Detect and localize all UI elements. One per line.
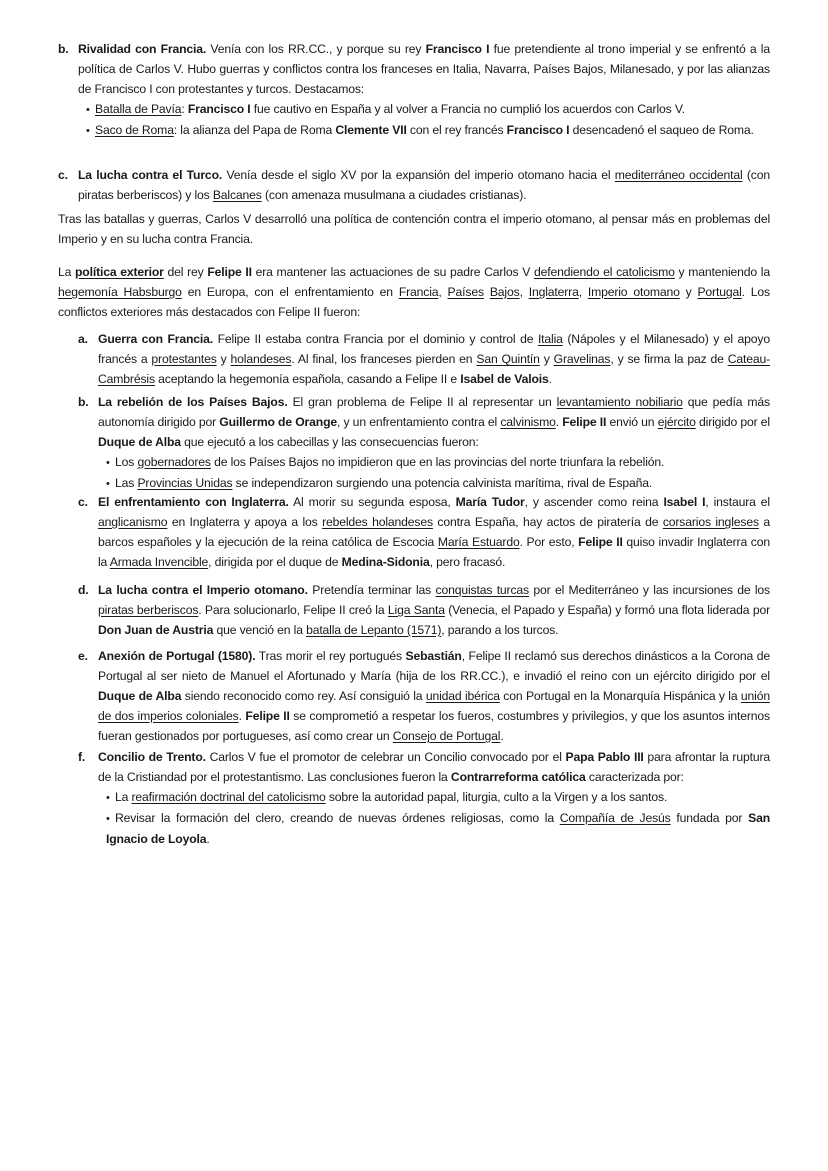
- text-run: fundada por: [670, 811, 749, 825]
- text-run: (con amenaza musulmana a ciudades cristianas).: [261, 188, 527, 202]
- item-text: [98, 747, 770, 787]
- item-text: [98, 492, 770, 572]
- text-run: La: [58, 265, 76, 279]
- bold-text: Anexión de Portugal (1580).: [98, 649, 256, 663]
- felipe-ii-item-f: [78, 747, 770, 849]
- underlined-term: Consejo de Portugal: [392, 729, 501, 743]
- bold-text: Concilio de Trento.: [98, 750, 206, 764]
- text-run: ,: [519, 285, 529, 299]
- underlined-term: batalla de Lepanto (1571): [306, 623, 442, 637]
- underlined-term: Gravelinas: [553, 352, 611, 366]
- felipe-ii-item-d: [78, 580, 770, 640]
- underlined-term: piratas berberiscos: [98, 603, 199, 617]
- item-text: [98, 580, 770, 640]
- text-run: Al morir su segunda esposa,: [288, 495, 456, 509]
- underlined-term: Saco de Roma: [95, 123, 174, 137]
- felipe-ii-item-c: [78, 492, 770, 572]
- underlined-term: conquistas turcas: [435, 583, 529, 597]
- text-run: : la alianza del Papa de Roma: [173, 123, 336, 137]
- text-run: , dirigida por el duque de: [208, 555, 342, 569]
- text-run: ,: [578, 285, 588, 299]
- bold-text: Medina-Sidonia: [341, 555, 430, 569]
- bold-text: Contrarreforma católica: [450, 770, 586, 784]
- underlined-term: Italia: [537, 332, 563, 346]
- text-run: para afrontar la ruptura de la Cristiandad por el protestantismo. Las conclusiones fueron la: [98, 750, 770, 784]
- text-run: Felipe II estaba contra Francia por el dominio y control de: [213, 332, 538, 346]
- underlined-term: mediterráneo occidental: [614, 168, 743, 182]
- text-run: y: [679, 285, 698, 299]
- text-run: Los: [115, 455, 138, 469]
- text-run: se comprometió a respetar los fueros, costumbres y privilegios, y que los asuntos internos fueran gestionados por portugueses, así como crear un: [98, 709, 770, 743]
- text-run: .: [548, 372, 552, 386]
- bullet-item: [106, 787, 770, 808]
- bold-text: La lucha contra el Turco.: [78, 168, 223, 182]
- text-run: ,: [438, 285, 448, 299]
- text-run: era mantener las actuaciones de su padre Carlos V: [251, 265, 534, 279]
- text-run: sobre la autoridad papal, liturgia, culto a la Virgen y a los santos.: [325, 790, 668, 804]
- underlined-term: hegemonía Habsburgo: [58, 285, 182, 299]
- underlined-term: levantamiento nobiliario: [556, 395, 683, 409]
- text-run: La: [115, 790, 132, 804]
- text-run: fue pretendiente al trono imperial y se enfrentó a la política de Carlos V. Hubo guerras y conflictos contra los franceses en Italia, Navarra, Países Bajos, Milanesado, y por las alianzas de Francisco I con protestantes y turcos. Destacamos:: [78, 42, 770, 96]
- underlined-term: calvinismo: [500, 415, 556, 429]
- bullet-list: [98, 452, 770, 494]
- underlined-term: ejército: [657, 415, 696, 429]
- text-run: del rey: [163, 265, 208, 279]
- text-run: y: [216, 352, 231, 366]
- bold-text: Don Juan de Austria: [98, 623, 214, 637]
- text-run: (Venecia, el Papado y España) y formó una flota liderada por: [444, 603, 770, 617]
- bold-text: Guerra con Francia.: [98, 332, 214, 346]
- bullet-list: [78, 99, 770, 141]
- text-run: El gran problema de Felipe II al representar un: [287, 395, 557, 409]
- bold-text: Felipe II: [245, 709, 290, 723]
- carlos-v-conclusion: [58, 209, 770, 249]
- item-marker: e.: [78, 649, 88, 663]
- bold-text: María Tudor: [455, 495, 525, 509]
- bullet-item: [106, 452, 770, 473]
- felipe-ii-item-b: [78, 392, 770, 494]
- bullet-icon: •: [106, 457, 110, 469]
- bold-text: Rivalidad con Francia.: [78, 42, 207, 56]
- underlined-term: gobernadores: [137, 455, 211, 469]
- underlined-term: Provincias Unidas: [137, 476, 233, 490]
- bold-text: Duque de Alba: [98, 435, 181, 449]
- text-run: , parando a los turcos.: [441, 623, 559, 637]
- text-run: que venció en la: [213, 623, 307, 637]
- text-run: Las: [115, 476, 138, 490]
- bold-text: Francisco I: [425, 42, 490, 56]
- carlos-v-item-b: [58, 39, 770, 141]
- item-marker: c.: [58, 168, 68, 182]
- underlined-term: Portugal: [697, 285, 742, 299]
- underlined-term: rebeldes holandeses: [322, 515, 433, 529]
- text-run: por el Mediterráneo y las incursiones de los: [528, 583, 770, 597]
- text-run: Venía con los RR.CC., y porque su rey: [206, 42, 426, 56]
- text-run: se independizaron surgiendo una potencia calvinista marítima, rival de España.: [232, 476, 653, 490]
- text-run: :: [181, 102, 188, 116]
- underlined-term: Balcanes: [212, 188, 262, 202]
- underlined-term: unión de dos imperios coloniales: [98, 689, 770, 723]
- text-run: aceptando la hegemonía española, casando a Felipe II e: [154, 372, 461, 386]
- underlined-term: María Estuardo: [437, 535, 520, 549]
- bold-text: Francisco I: [187, 102, 251, 116]
- text-run: y: [539, 352, 554, 366]
- text-run: Carlos V fue el promotor de celebrar un Concilio convocado por el: [205, 750, 566, 764]
- carlos-v-item-c: [58, 165, 770, 205]
- underlined-term: defendiendo el catolicismo: [533, 265, 675, 279]
- underlined-term: San Quintín: [476, 352, 540, 366]
- bold-text: La lucha contra el Imperio otomano.: [98, 583, 308, 597]
- text-run: caracterizada por:: [585, 770, 684, 784]
- item-marker: a.: [78, 332, 88, 346]
- item-text: [78, 39, 770, 99]
- item-marker: b.: [78, 395, 89, 409]
- text-run: de los Países Bajos no impidieron que en las provincias del norte triunfara la rebelión.: [210, 455, 665, 469]
- underlined-term: corsarios ingleses: [662, 515, 759, 529]
- underlined-term: Liga Santa: [387, 603, 445, 617]
- text-run: con Portugal en la Monarquía Hispánica y la: [499, 689, 741, 703]
- underlined-term: Cateau-Cambrésis: [98, 352, 770, 386]
- bold-text: Sebastián: [405, 649, 462, 663]
- text-run: , pero fracasó.: [429, 555, 506, 569]
- bold-text: Papa Pablo III: [565, 750, 644, 764]
- text-run: (Nápoles y el Milanesado) y el apoyo francés a: [98, 332, 770, 366]
- underlined-term: reafirmación doctrinal del catolicismo: [131, 790, 326, 804]
- text-run: , y ascender como reina: [524, 495, 664, 509]
- text-run: Revisar la formación del clero, creando de nuevas órdenes religiosas, como la: [115, 811, 560, 825]
- text-run: quiso invadir Inglaterra con la: [98, 535, 770, 569]
- bullet-icon: •: [106, 813, 110, 825]
- item-marker: b.: [58, 42, 69, 56]
- text-run: con el rey francés: [406, 123, 507, 137]
- item-marker: f.: [78, 750, 86, 764]
- text-run: . Para solucionarlo, Felipe II creó la: [198, 603, 388, 617]
- underlined-term: Batalla de Pavía: [95, 102, 182, 116]
- text-run: a barcos españoles y la ejecución de la reina católica de Escocia: [98, 515, 770, 549]
- bullet-item: [86, 99, 770, 120]
- bold-text: Felipe II: [207, 265, 252, 279]
- underlined-term: Bajos: [489, 285, 520, 299]
- bullet-icon: •: [86, 125, 90, 137]
- underlined-term: Francia: [398, 285, 439, 299]
- text-run: desencadenó el saqueo de Roma.: [569, 123, 754, 137]
- underlined-term: anglicanismo: [98, 515, 168, 529]
- text-run: .: [238, 709, 246, 723]
- text-run: Tras morir el rey portugués: [255, 649, 406, 663]
- text-run: .: [555, 415, 563, 429]
- text-run: siendo reconocido como rey. Así consiguió la: [181, 689, 426, 703]
- item-marker: c.: [78, 495, 88, 509]
- bold-text: Duque de Alba: [98, 689, 182, 703]
- text-run: y manteniendo la: [674, 265, 770, 279]
- text-run: envió un: [606, 415, 658, 429]
- text-run: Pretendía terminar las: [307, 583, 436, 597]
- item-text: [98, 329, 770, 389]
- bullet-item: [106, 473, 770, 494]
- bullet-icon: •: [106, 478, 110, 490]
- text-run: , y se firma la paz de: [610, 352, 728, 366]
- underlined-term: holandeses: [230, 352, 292, 366]
- item-text: [98, 646, 770, 746]
- bullet-item: [106, 808, 770, 849]
- underlined-term: Inglaterra: [528, 285, 579, 299]
- item-text: [98, 392, 770, 452]
- text-run: .: [500, 729, 504, 743]
- bullet-list: [98, 787, 770, 849]
- text-run: en Inglaterra y apoya a los: [167, 515, 323, 529]
- text-run: . Al final, los franceses pierden en: [291, 352, 477, 366]
- felipe-ii-item-a: [78, 329, 770, 389]
- text-run: que ejecutó a los cabecillas y las consecuencias fueron:: [180, 435, 479, 449]
- underlined-term: Armada Invencible: [109, 555, 209, 569]
- text-run: . Los conflictos exteriores más destacados con Felipe II fueron:: [58, 285, 770, 319]
- bold-text: San Ignacio de Loyola: [106, 811, 770, 846]
- bold-text: Felipe II: [562, 415, 607, 429]
- bullet-icon: •: [86, 104, 90, 116]
- underlined-term: Compañía de Jesús: [559, 811, 671, 825]
- text-run: que pedía más autonomía dirigido por: [98, 395, 770, 429]
- text-run: contra España, hay actos de piratería de: [432, 515, 663, 529]
- bold-text: Felipe II: [578, 535, 623, 549]
- text-run: en Europa, con el enfrentamiento en: [181, 285, 399, 299]
- bullet-icon: •: [106, 792, 110, 804]
- text-run: .: [206, 832, 210, 846]
- underlined-term: Países: [447, 285, 484, 299]
- item-text: [78, 165, 770, 205]
- text-run: Tras las batallas y guerras, Carlos V desarrolló una política de contención contra el imperio otomano, al pensar más en problemas del Imperio y en su lucha contra Francia.: [58, 212, 770, 246]
- bold-text: Guillermo de Orange: [219, 415, 337, 429]
- bold-text: Isabel de Valois: [460, 372, 549, 386]
- text-run: , instaura el: [705, 495, 770, 509]
- bold-underlined-term: política exterior: [75, 265, 164, 279]
- bullet-item: [86, 120, 770, 141]
- text-run: (con piratas berberiscos) y los: [78, 168, 770, 202]
- bold-text: Francisco I: [506, 123, 570, 137]
- bold-text: Clemente VII: [335, 123, 407, 137]
- felipe-ii-item-e: [78, 646, 771, 746]
- text-run: , Felipe II reclamó sus derechos dinásticos a la Corona de Portugal al ser nieto de Manuel el Afortunado y María (hija de los RR.CC.), e invadió el reino con un ejército dirigido por el: [98, 649, 771, 683]
- underlined-term: unidad ibérica: [425, 689, 500, 703]
- bold-text: La rebelión de los Países Bajos.: [98, 395, 288, 409]
- bold-text: Isabel I: [663, 495, 706, 509]
- bold-text: El enfrentamiento con Inglaterra.: [98, 495, 289, 509]
- felipe-ii-intro: [58, 262, 770, 322]
- text-run: Venía desde el siglo XV por la expansión del imperio otomano hacia el: [222, 168, 615, 182]
- underlined-term: protestantes: [151, 352, 217, 366]
- underlined-term: Imperio otomano: [587, 285, 680, 299]
- text-run: . Por esto,: [519, 535, 579, 549]
- item-marker: d.: [78, 583, 89, 597]
- text-run: , y un enfrentamiento contra el: [337, 415, 501, 429]
- text-run: dirigido por el: [695, 415, 770, 429]
- text-run: fue cautivo en España y al volver a Francia no cumplió los acuerdos con Carlos V.: [250, 102, 685, 116]
